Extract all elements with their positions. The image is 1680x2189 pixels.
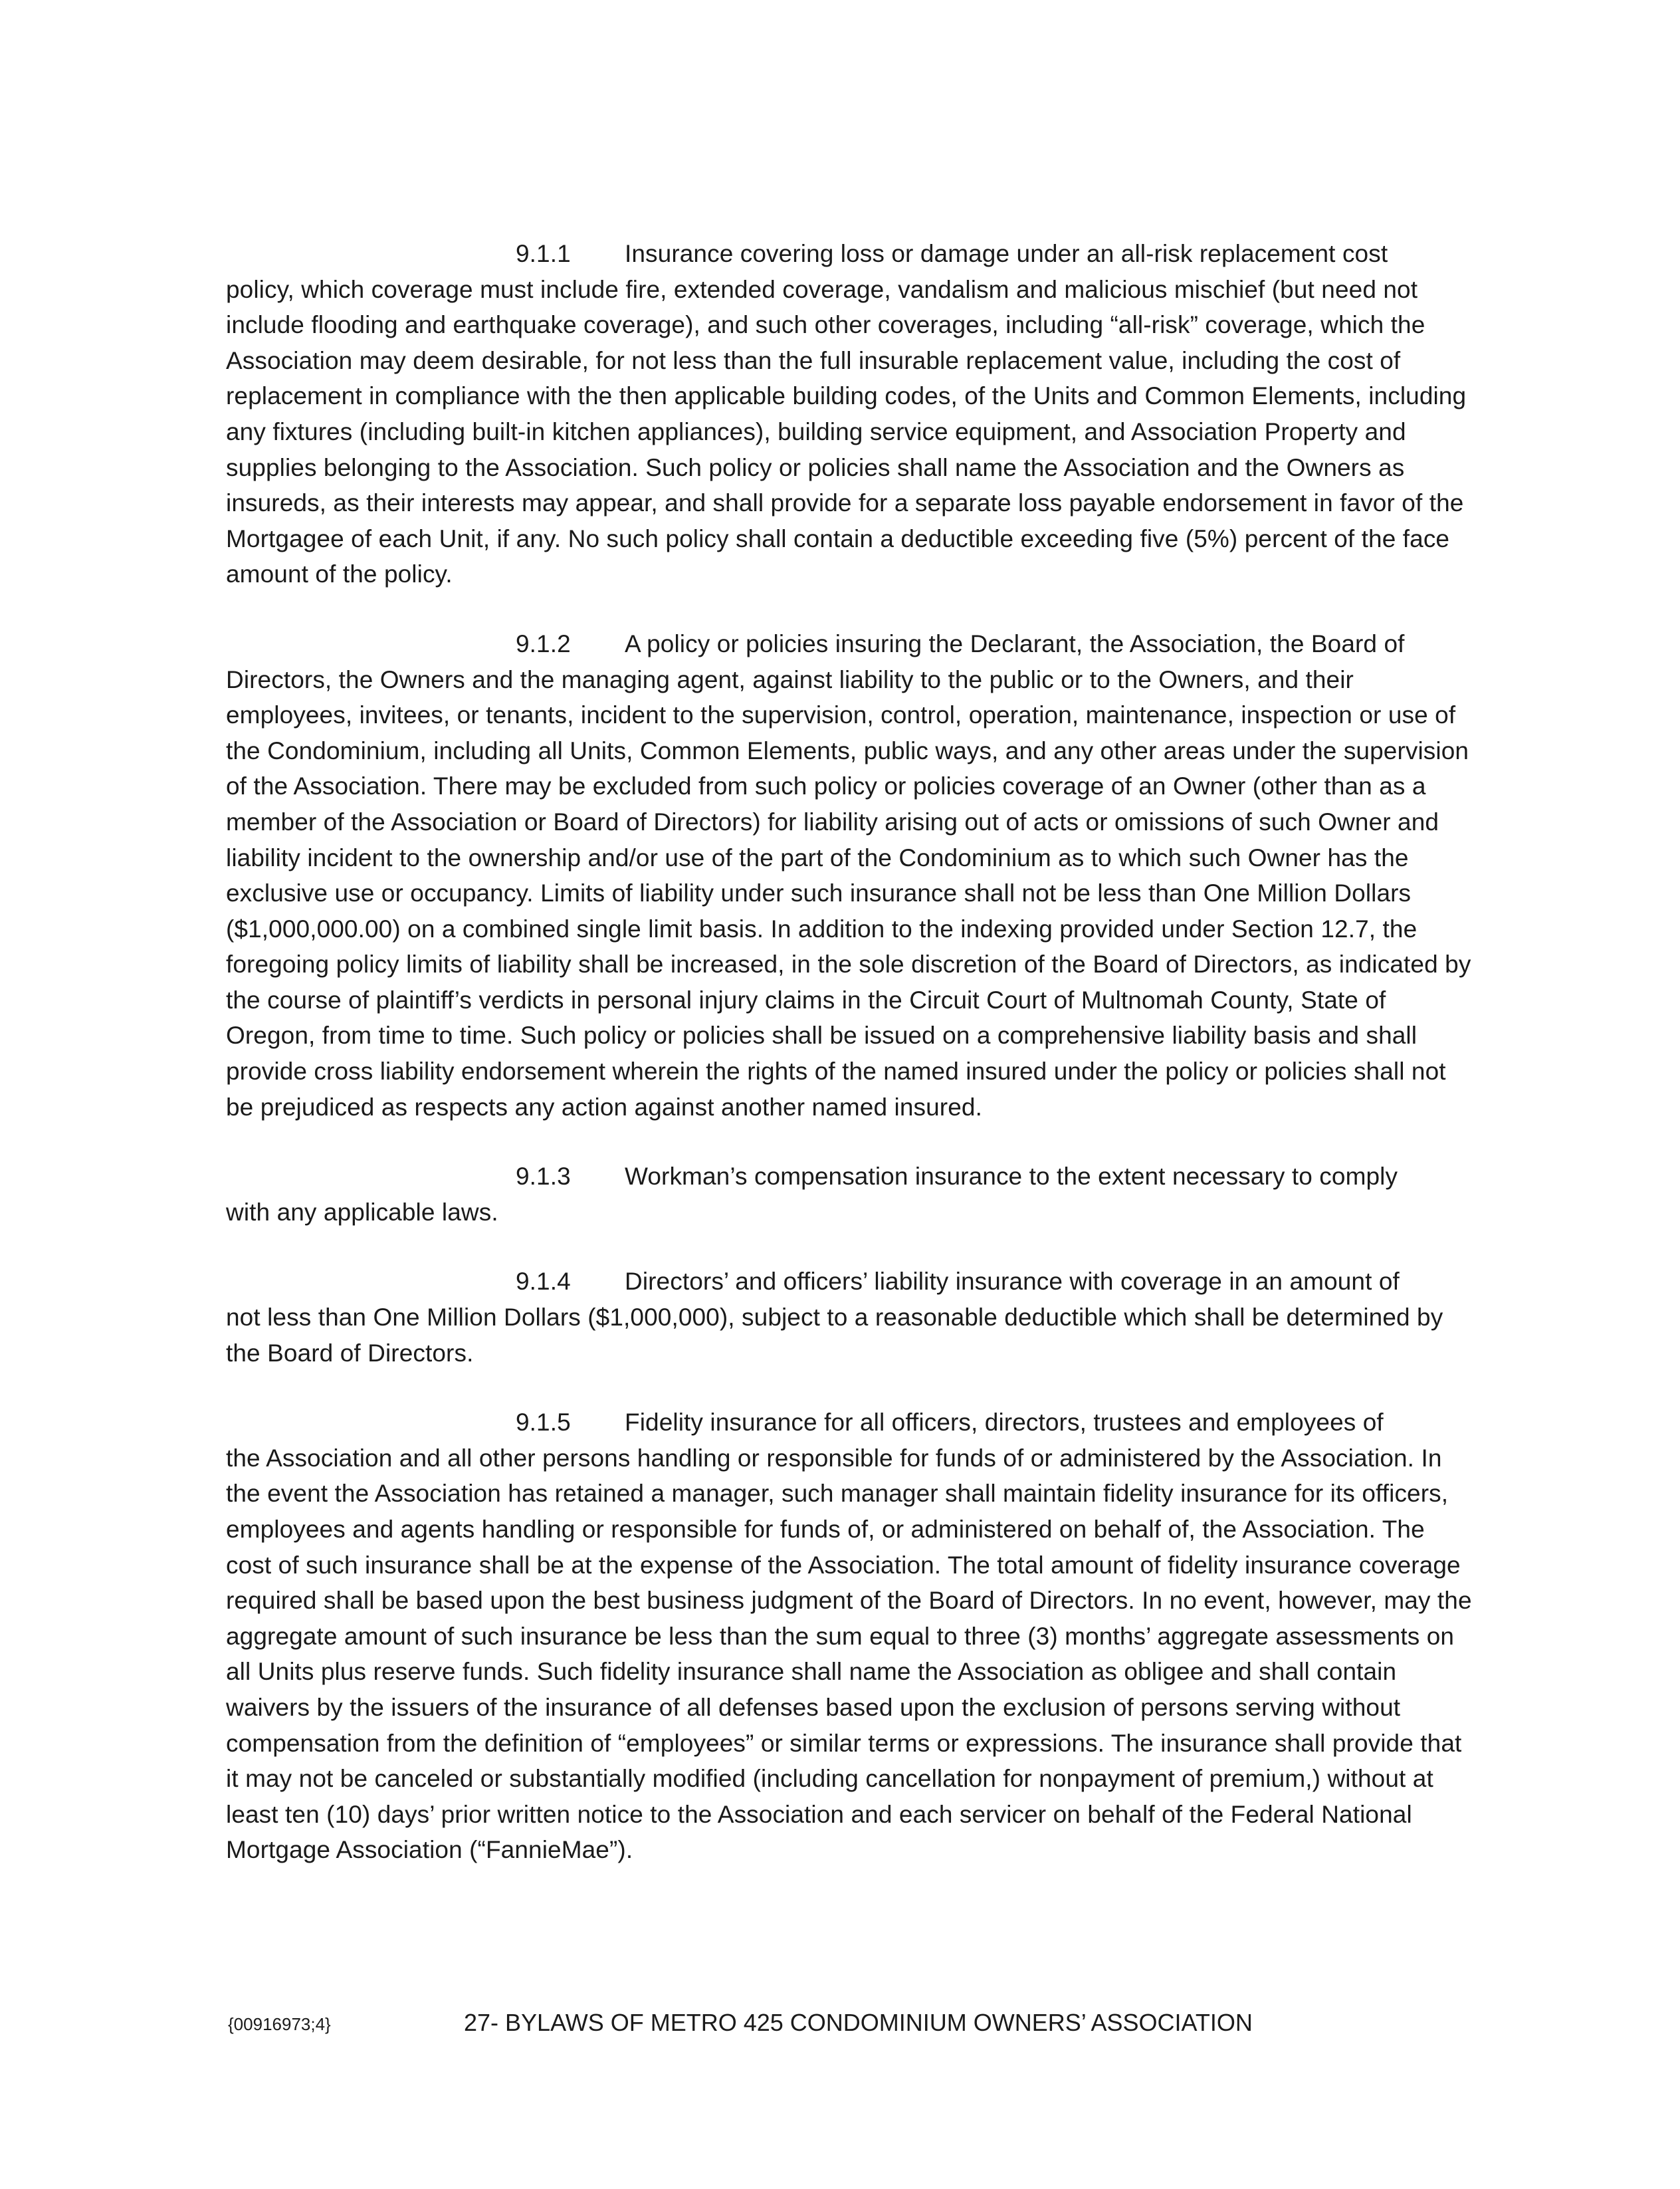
section-9-1-1 <box>226 236 1472 592</box>
section-body-text: the Association and all other persons handling or responsible for funds of or administered by the Association. In the event the Association has retained a manager, such manager shall maintain fidelity insurance for its officers, employees and agents handling or responsible for funds of, or administered on behalf of, the Association. The cost of such insurance shall be at the expense of the Association. The total amount of fidelity insurance coverage required shall be based upon the best business judgment of the Board of Directors. In no event, however, may the aggregate amount of such insurance be less than the sum equal to three (3) months’ aggregate assessments on all Units plus reserve funds. Such fidelity insurance shall name the Association as obligee and shall contain waivers by the issuers of the insurance of all defenses based upon the exclusion of persons serving without compensation from the definition of “employees” or similar terms or expressions. The insurance shall provide that it may not be canceled or substantially modified (including cancellation for nonpayment of premium,) without at least ten (10) days’ prior written notice to the Association and each servicer on behalf of the Federal National Mortgage Association (“FannieMae”). <box>226 1444 1472 1864</box>
section-lead-text: Directors’ and officers’ liability insurance with coverage in an amount of <box>625 1268 1400 1296</box>
section-body-text: policy, which coverage must include fire, extended coverage, vandalism and malicious mischief (but need not include flooding and earthquake coverage), and such other coverages, including “all-risk” coverage, which the Association may deem desirable, for not less than the full insurable replacement value, including the cost of replacement in compliance with the then applicable building codes, of the Units and Common Elements, including any fixtures (including built-in kitchen appliances), building service equipment, and Association Property and supplies belonging to the Association. Such policy or policies shall name the Association and the Owners as insureds, as their interests may appear, and shall provide for a separate loss payable endorsement in favor of the Mortgagee of each Unit, if any. No such policy shall contain a deductible exceeding five (5%) percent of the face amount of the policy. <box>226 275 1467 588</box>
section-number: 9.1.2 <box>516 630 571 657</box>
section-lead-text: Workman’s compensation insurance to the extent necessary to comply <box>625 1163 1398 1191</box>
section-9-1-4 <box>226 1264 1472 1371</box>
section-number: 9.1.1 <box>516 240 571 267</box>
section-number: 9.1.5 <box>516 1409 571 1437</box>
section-body-text: with any applicable laws. <box>226 1198 498 1226</box>
section-number: 9.1.3 <box>516 1163 571 1191</box>
section-body-text: not less than One Million Dollars ($1,000,000), subject to a reasonable deductible which shall be determined by the Board of Directors. <box>226 1304 1443 1367</box>
section-first-line <box>226 1264 1472 1300</box>
section-number: 9.1.4 <box>516 1268 571 1296</box>
document-body <box>226 236 1472 1902</box>
footer-title: 27- BYLAWS OF METRO 425 CONDOMINIUM OWNERS’ ASSOCIATION <box>464 2009 1253 2036</box>
section-body-text: Directors, the Owners and the managing agent, against liability to the public or to the Owners, and their employees, invitees, or tenants, incident to the supervision, control, operation, maintenance, inspection or use of the Condominium, including all Units, Common Elements, public ways, and any other areas under the supervision of the Association. There may be excluded from such policy or policies coverage of an Owner (other than as a member of the Association or Board of Directors) for liability arising out of acts or omissions of such Owner and liability incident to the ownership and/or use of the part of the Condominium as to which such Owner has the exclusive use or occupancy. Limits of liability under such insurance shall not be less than One Million Dollars ($1,000,000.00) on a combined single limit basis. In addition to the indexing provided under Section 12.7, the foregoing policy limits of liability shall be increased, in the sole discretion of the Board of Directors, as indicated by the course of plaintiff’s verdicts in personal injury claims in the Circuit Court of Multnomah County, State of Oregon, from time to time. Such policy or policies shall be issued on a comprehensive liability basis and shall provide cross liability endorsement wherein the rights of the named insured under the policy or policies shall not be prejudiced as respects any action against another named insured. <box>226 665 1471 1121</box>
section-9-1-5 <box>226 1405 1472 1868</box>
section-first-line <box>226 1405 1472 1440</box>
section-lead-text: Fidelity insurance for all officers, directors, trustees and employees of <box>625 1409 1384 1437</box>
section-first-line <box>226 1159 1472 1195</box>
section-lead-text: Insurance covering loss or damage under an all-risk replacement cost <box>625 240 1388 267</box>
page-footer <box>0 2009 1680 2042</box>
section-lead-text: A policy or policies insuring the Declarant, the Association, the Board of <box>625 630 1405 657</box>
section-9-1-2 <box>226 626 1472 1125</box>
section-first-line <box>226 236 1472 272</box>
section-9-1-3 <box>226 1159 1472 1230</box>
section-first-line <box>226 626 1472 662</box>
document-id: {00916973;4} <box>228 2014 331 2034</box>
